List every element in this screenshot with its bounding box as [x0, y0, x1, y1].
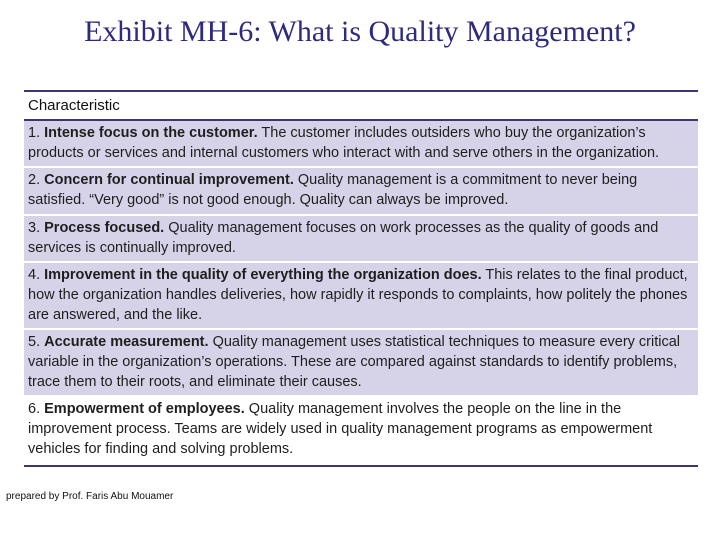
table-bottom-rule: [24, 465, 698, 467]
row-heading: Empowerment of employees.: [44, 401, 245, 418]
table-row: [24, 216, 698, 263]
footer-credit: prepared by Prof. Faris Abu Mouamer: [6, 491, 174, 502]
table-row: [24, 168, 698, 215]
row-text: This relates to the final product, how the organization handles deliveries, how rapidly it responds to complaints, how politely the phones are answered, and the like.: [28, 267, 688, 323]
row-number: 1.: [28, 125, 41, 141]
row-number: 5.: [28, 334, 41, 351]
row-text: Quality management uses statistical techniques to measure every critical variable in the organization’s operations. These are compared against standards to identify problems, trace them to their roots, and eliminate their causes.: [28, 334, 681, 390]
row-text: Quality management focuses on work processes as the quality of goods and services is continually improved.: [28, 219, 659, 256]
row-text: Quality management is a commitment to never being satisfied. “Very good” is not good enough. Quality can always be improved.: [28, 172, 638, 209]
row-number: 3.: [28, 219, 41, 236]
row-number: 2.: [28, 172, 41, 189]
characteristics-table: [24, 90, 698, 467]
table-header: Characteristic: [24, 92, 698, 119]
table-row: [24, 121, 698, 168]
row-heading: Process focused.: [44, 219, 165, 236]
row-text: Quality management involves the people on the line in the improvement process. Teams are widely used in quality management programs as empowerment vehicles for finding and solving problems.: [28, 401, 653, 457]
exhibit-title: Exhibit MH-6: What is Quality Management?: [84, 15, 636, 48]
table-row: [24, 263, 698, 330]
row-heading: Accurate measurement.: [44, 334, 209, 351]
table-row: [24, 330, 698, 397]
table-row: [24, 397, 698, 464]
row-heading: Improvement in the quality of everything the organization does.: [44, 267, 482, 284]
row-heading: Intense focus on the customer.: [44, 125, 258, 141]
row-text: The customer includes outsiders who buy the organization’s products or services and internal customers who interact with and serve others in the organization.: [28, 125, 660, 161]
row-number: 6.: [28, 401, 41, 418]
row-heading: Concern for continual improvement.: [44, 172, 294, 189]
row-number: 4.: [28, 267, 41, 284]
